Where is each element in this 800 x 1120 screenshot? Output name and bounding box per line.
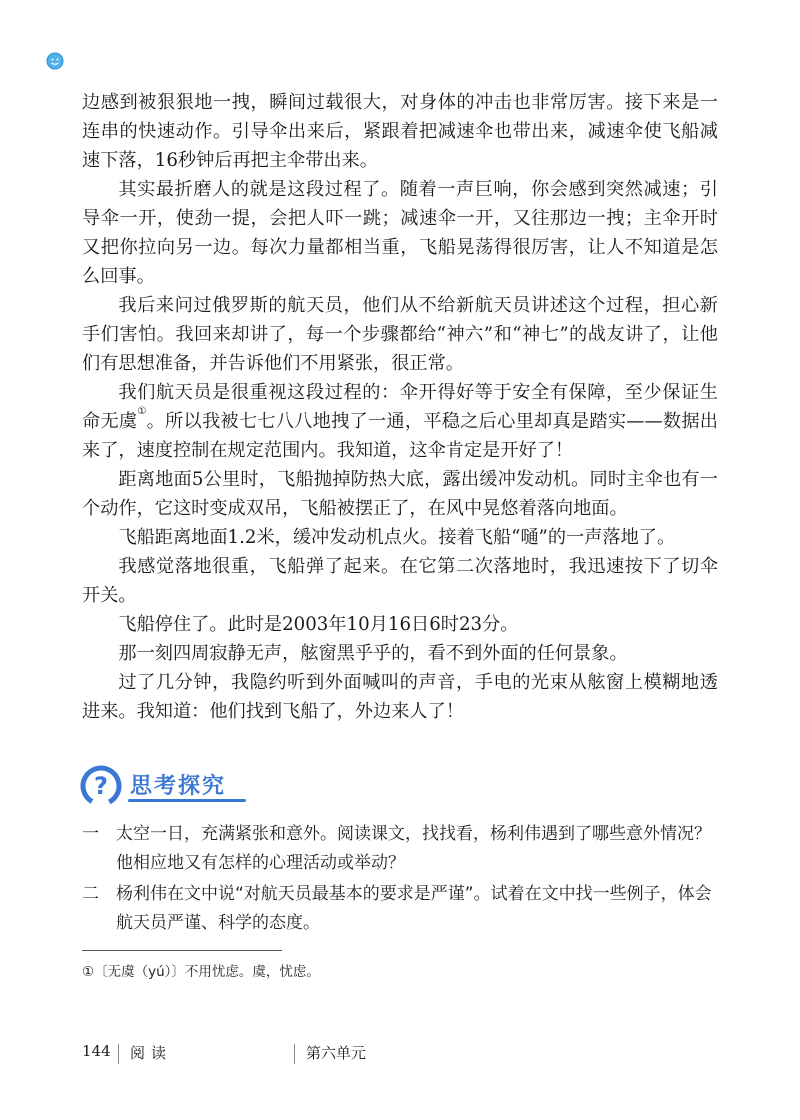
section-title: 思考探究 [130,774,227,799]
svg-text:?: ? [94,772,108,800]
paragraph: 过了几分钟，我隐约听到外面喊叫的声音，手电的光束从舷窗上模糊地透进来。我知道：他们找到飞船了，外边来人了！ [82,672,718,722]
question-text: 杨利伟在文中说“对航天员最基本的要求是严谨”。试着在文中找一些例子，体会航天员严谨、科学的态度。 [116,884,712,933]
footer-divider [294,1044,295,1064]
paragraph: 其实最折磨人的就是这段过程了。随着一声巨响，你会感到突然减速；引导伞一开，使劲一提，会把人吓一跳；减速伞一开，又往那边一拽；主伞开时又把你拉向另一边。每次力量都相当重，飞船晃荡得很厉害，让人不知道是怎么回事。 [82,179,718,287]
article-body [82,88,718,726]
footer-section-name: 阅读 [130,1044,173,1062]
section-header [80,765,260,810]
paragraph [82,378,718,465]
footnote: ①〔无虞（yú）〕不用忧虑。虞，忧虑。 [82,964,320,980]
section-title-underline [128,799,246,802]
paragraph: 距离地面5公里时，飞船抛掉防热大底，露出缓冲发动机。同时主伞也有一个动作，它这时变成双吊，飞船被摆正了，在风中晃悠着落向地面。 [82,469,718,519]
paragraph: 我后来问过俄罗斯的航天员，他们从不给新航天员讲述这个过程，担心新手们害怕。我回来却讲了，每一个步骤都给“神六”和“神七”的战友讲了，让他们有思想准备，并告诉他们不用紧张，很正常。 [82,295,718,374]
list-item [82,880,718,938]
page-footer [82,1042,722,1066]
footer-unit-name: 第六单元 [306,1044,367,1062]
page-number: 144 [82,1042,111,1060]
question-text: 太空一日，充满紧张和意外。阅读课文，找找看，杨利伟遇到了哪些意外情况？他相应地又有怎样的心理活动或举动？ [116,824,711,873]
paragraph-part: 。所以我被七七八八地拽了一通，平稳之后心里却真是踏实——数据出来了，速度控制在规定范围内。我知道，这伞肯定是开好了！ [82,411,718,461]
list-item [82,820,718,878]
paragraph-part: 我们航天员是很重视这段过程的：伞开得好等于安全有保障，至少保证生命无虞 [82,382,718,432]
paragraph: 飞船停住了。此时是2003年10月16日6时23分。 [118,614,519,635]
paragraph: 那一刻四周寂静无声，舷窗黑乎乎的，看不到外面的任何景象。 [118,643,628,664]
footnote-marker[interactable]: ① [137,406,147,417]
paragraph: 飞船距离地面1.2米，缓冲发动机点火。接着飞船“嗵”的一声落地了。 [118,527,676,548]
smiley-icon [46,52,64,70]
footnote-divider [82,950,282,951]
question-number: 一 [82,824,99,844]
footer-divider [118,1044,119,1064]
paragraph: 我感觉落地很重，飞船弹了起来。在它第二次落地时，我迅速按下了切伞开关。 [82,556,718,606]
paragraph: 边感到被狠狠地一拽，瞬间过载很大，对身体的冲击也非常厉害。接下来是一连串的快速动作。引导伞出来后，紧跟着把减速伞也带出来，减速伞使飞船减速下落，16秒钟后再把主伞带出来。 [82,92,718,171]
question-list [82,820,718,940]
question-mark-icon [80,765,122,807]
question-number: 二 [82,884,99,904]
